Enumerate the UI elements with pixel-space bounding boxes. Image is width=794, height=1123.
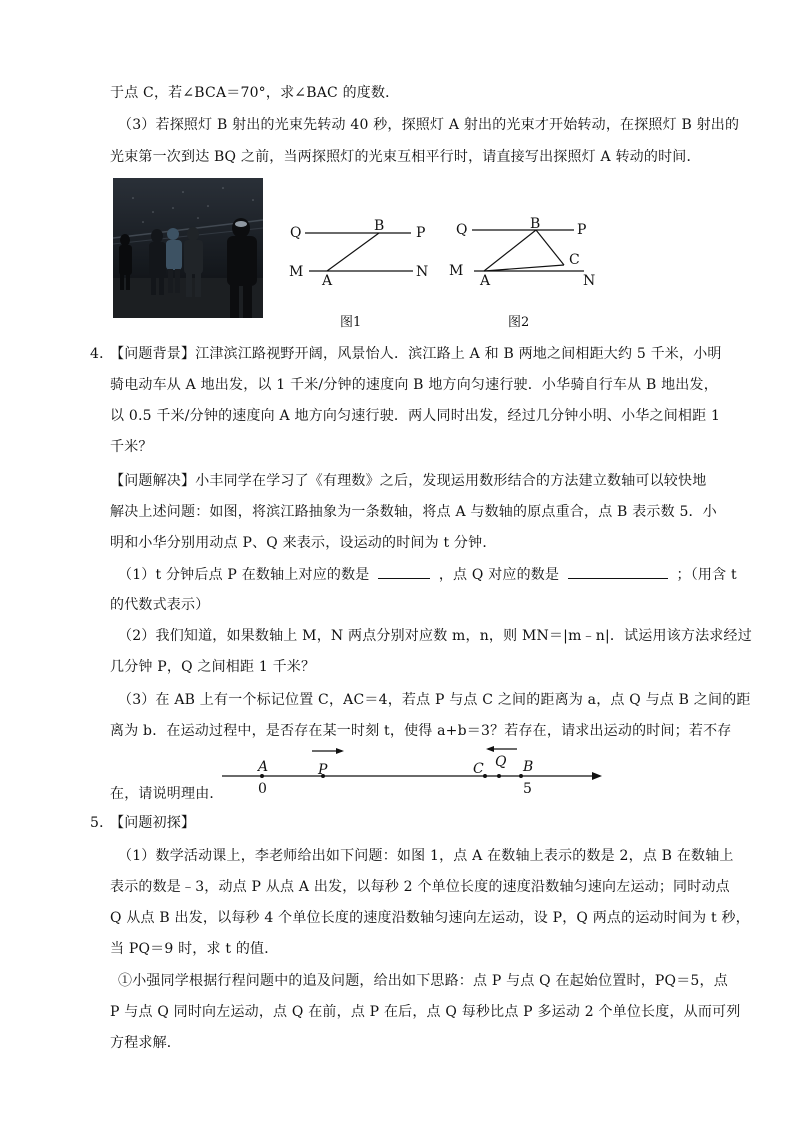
numline-label-b: B <box>523 759 534 775</box>
point-q <box>497 774 501 778</box>
fig2-label-m: M <box>449 263 464 279</box>
q4-part1-line1 <box>118 564 737 584</box>
figure-1-diagram <box>283 215 433 290</box>
q4-part1-line2: 的代数式表示） <box>110 597 210 613</box>
night-photo <box>113 178 263 318</box>
numline-label-c: C <box>473 761 484 777</box>
q4-solution-line1: 【问题解决】小丰同学在学习了《有理数》之后，发现运用数形结合的方法建立数轴可以较快地 <box>110 473 707 489</box>
q4-background-line4: 千米？ <box>110 439 153 455</box>
numline-label-p: P <box>318 762 328 778</box>
q4-part3-line2: 离为 b．在运动过程中，是否存在某一时刻 t，使得 a+b＝3？若存在，请求出运动的时间；若不存 <box>110 723 732 739</box>
q4-part3-line3: 在，请说明理由． <box>110 786 224 802</box>
q5-line6: P 与点 Q 同时向左运动，点 Q 在前，点 P 在后，点 Q 每秒比点 P 多运动 2 个单位长度，从而可列 <box>110 1004 741 1020</box>
fig2-label-a: A <box>480 273 491 289</box>
q3-part3-line1: （3）若探照灯 B 射出的光束先转动 40 秒，探照灯 A 射出的光束才开始转动，在探照灯 B 射出的 <box>118 117 740 133</box>
q4-part3-line1: （3）在 AB 上有一个标记位置 C，AC＝4，若点 P 与点 C 之间的距离为 a，点 Q 与点 B 之间的距 <box>118 692 751 708</box>
number-line-diagram <box>222 740 612 800</box>
fig1-label-p: P <box>416 225 426 241</box>
q5-number: 5． <box>90 815 114 831</box>
q4-part1-prompt-q: ，点 Q 对应的数是 <box>438 567 560 583</box>
segment-bc <box>536 230 564 265</box>
segment-ab <box>327 233 379 271</box>
q4-part1-hint: ；（用含 t <box>676 567 737 583</box>
q4-background-line2: 骑电动车从 A 地出发，以 1 千米/分钟的速度向 B 地方向匀速行驶．小华骑自行车从 B 地出发， <box>110 377 718 393</box>
q5-line7: 方程求解． <box>110 1035 181 1051</box>
q4-number: 4． <box>90 346 114 362</box>
fig2-label-b: B <box>530 216 541 232</box>
numline-label-zero: 0 <box>258 781 267 797</box>
segment-ab <box>484 230 536 271</box>
fig1-label-q: Q <box>290 225 302 241</box>
q5-line3: Q 从点 B 出发，以每秒 4 个单位长度的速度沿数轴匀速向左运动，设 P，Q 两点的运动时间为 t 秒， <box>110 910 750 926</box>
fig2-label-q: Q <box>456 222 468 238</box>
fig1-label-n: N <box>416 264 429 280</box>
q4-solution-line2: 解决上述问题：如图，将滨江路抽象为一条数轴，将点 A 与数轴的原点重合，点 B 表示数 5．小 <box>110 504 717 520</box>
q4-part2-line1: （2）我们知道，如果数轴上 M，N 两点分别对应数 m，n，则 MN＝|m﹣n|．试运用该方法求经过 <box>118 628 752 644</box>
answer-blank-p[interactable] <box>378 566 430 579</box>
answer-blank-q[interactable] <box>568 566 668 579</box>
q3-part3-line2: 光束第一次到达 BQ 之前，当两探照灯的光束互相平行时，请直接写出探照灯 A 转动的时间． <box>110 149 701 165</box>
numline-label-five: 5 <box>523 781 532 797</box>
fig2-label-c: C <box>569 252 580 268</box>
fig2-caption: 图2 <box>508 315 530 330</box>
fig2-label-n: N <box>583 273 596 289</box>
numline-label-q: Q <box>495 754 507 770</box>
arrow-left-head <box>486 746 494 752</box>
arrow-right-head <box>336 748 344 754</box>
q3-text-line1: 于点 C，若∠BCA＝70°，求∠BAC 的度数． <box>110 85 400 101</box>
fig1-label-m: M <box>289 264 304 280</box>
q5-line5: ①小强同学根据行程问题中的追及问题，给出如下思路：点 P 与点 Q 在起始位置时，PQ＝5，点 <box>118 973 728 989</box>
fig1-caption: 图1 <box>340 315 362 330</box>
q4-part2-line2: 几分钟 P，Q 之间相距 1 千米？ <box>110 659 316 675</box>
fig1-label-a: A <box>322 273 333 289</box>
q5-line1: （1）数学活动课上，李老师给出如下问题：如图 1，点 A 在数轴上表示的数是 2，点 B 在数轴上 <box>118 848 734 864</box>
segment-ac <box>484 265 564 271</box>
q5-line4: 当 PQ＝9 时，求 t 的值． <box>110 941 279 957</box>
numline-label-a: A <box>258 759 269 775</box>
q4-solution-line3: 明和小华分别用动点 P、Q 来表示，设运动的时间为 t 分钟． <box>110 535 497 551</box>
fig1-label-b: B <box>374 218 385 234</box>
fig2-label-p: P <box>577 222 587 238</box>
q4-part1-prompt-p: （1）t 分钟后点 P 在数轴上对应的数是 <box>118 567 370 583</box>
q5-line2: 表示的数是﹣3，动点 P 从点 A 出发，以每秒 2 个单位长度的速度沿数轴匀速向左运动；同时动点 <box>110 879 730 895</box>
q4-background-line1: 【问题背景】江津滨江路视野开阔，风景怡人．滨江路上 A 和 B 两地之间相距大约 5 千米，小明 <box>110 346 722 362</box>
q4-background-line3: 以 0.5 千米/分钟的速度向 A 地方向匀速行驶．两人同时出发，经过几分钟小明、小华之间相距 1 <box>110 408 721 424</box>
axis-arrowhead <box>592 772 602 780</box>
q5-title: 【问题初探】 <box>110 815 196 831</box>
